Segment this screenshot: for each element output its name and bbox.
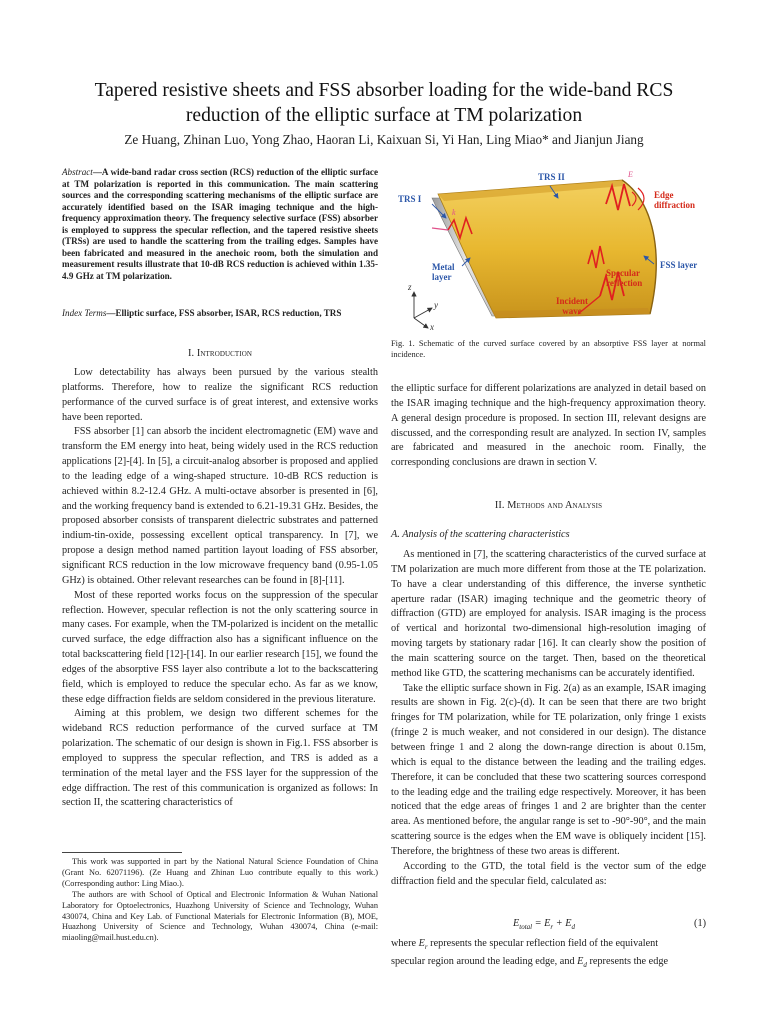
label-incident-wave (556, 296, 588, 316)
label-fss-layer: FSS layer (660, 260, 698, 270)
footnote-rule (62, 852, 182, 853)
eq-plus: + E (553, 918, 572, 929)
section-numeral: II. (494, 500, 505, 511)
paragraph: FSS absorber [1] can absorb the incident electromagnetic (EM) wave and transform the EM energy into heat, being widely used in the RCS reduction applications [2]-[4]. In [5], a circuit-analog absorber is proposed and applied to the leading edge of a wing-shaped structure. 10-dB RCS reduction is achieved within 8.2-12.4 GHz. A multi-octave absorber is presented in [6], and the working frequency band is extended to 6.21-19.31 GHz. Besides, the proposed absorber consists of transparent dielectric substrates and patterned indium-tin-oxide, possessing excellent optical transparency. In [7], we propose a design method named partition layout loading of FSS absorber, significant RCS reduction in the low microwave frequency band (0.95-1.05 GHz) is obtained. Other relevant researches can be found in [8]-[11]. (62, 426, 378, 586)
paper-title (40, 78, 728, 128)
label-metal-line1: Metal (432, 262, 455, 272)
label-spec-line1: Specular (606, 268, 641, 278)
trailing-edge-wave-line (432, 228, 448, 230)
figure-1 (392, 168, 710, 334)
equation-number: (1) (694, 918, 706, 929)
section-numeral: I. (187, 348, 195, 359)
paragraph: Take the elliptic surface shown in Fig. 2(a) as an example, ISAR imaging results are shown in Fig. 2(c)-(d). It can be seen that there are two bright fringes for TM polarization, while for TE polarization, only fringe 1 exists (fringe 2 is much weaker, and not considered in our design). The distance between fringe 1 and 2 along the down-range direction is about 0.15m, which is equal to the distance between the leading and the trailing edges. Therefore, it can be concluded that these two scattering sources correspond to the leading edge and the trailing edge respectively. Moreover, it has been noticed that the edge areas of fringes 1 and 2 are brighter than the center area. As mentioned before, the angular range is set to -90°-90°, and the main scattering source is the edges when the EM wave is obliquely incident [15]. Therefore, the brightness of these two areas is different. (391, 682, 706, 857)
axis-label-x: x (430, 322, 434, 332)
introduction-body (62, 366, 378, 811)
eq-lhs-sub: total (519, 923, 533, 932)
after-equation-text (391, 937, 706, 973)
paragraph: According to the GTD, the total field is the vector sum of the edge diffraction field and the specular field, calculated as: (391, 860, 706, 887)
eq-mid: = E (532, 918, 551, 929)
label-e-vector: E (628, 170, 633, 179)
paragraph: Low detectability has always been pursued by the various stealth platforms. Therefore, how to realize the significant RCS reduction performance of the curved surface is of great interest, and extensive works have been reported. (62, 367, 378, 423)
text-span: represents the specular reflection field of the equivalent (427, 938, 659, 949)
label-edge-diffraction (654, 190, 695, 210)
footnote-funding: This work was supported in part by the National Natural Science Foundation of China (Grant No. 62071196). (Ze Huang and Zhinan Luo contribute equally to this work.) (Corresponding author: Ling Miao.). (62, 857, 378, 888)
abstract-text: —A wide-band radar cross section (RCS) reduction of the elliptic surface at TM polarization is reported in this communication. The main scattering sources and the corresponding scattering mechanisms of the elliptic surface are accurately identified based on the ISAR imaging technique and the high-frequency approximation theory. The frequency selective surface (FSS) absorber is employed to suppress the specular reflection, and the tapered resistive sheets (TRSs) are used to handle the scattering from the trailing edges. Samples have been fabricated and measured in the anechoic room, both the simulation and measurement results illustrate that 10-dB RCS reduction is achieved within 1.35-4.9 GHz at TM polarization. (62, 167, 378, 281)
axis-label-z: z (408, 282, 412, 292)
section-title: Introduction (196, 348, 253, 359)
paper-title-line-2: reduction of the elliptic surface at TM polarization (185, 105, 583, 126)
paragraph: Aiming at this problem, we design two different schemes for the wideband RCS reduction performance of the curved surface at TM polarization. The schematic of our design is shown in Fig.1. FSS absorber is employed to suppress the specular reflection, and TRS is added as a termination of the metal layer and the FSS layer for the suppression of the edge diffraction. The rest of this communication is organized as follows: In section II, the scattering characteristics of (62, 708, 378, 809)
fss-layer-shape (438, 180, 656, 318)
y-axis (414, 308, 432, 318)
label-edge-line2: diffraction (654, 200, 695, 210)
eq-d-sub: d (571, 923, 575, 932)
label-edge-line1: Edge (654, 190, 674, 200)
label-metal-layer (432, 262, 455, 282)
equation-body (513, 918, 575, 931)
text-span: d (583, 960, 587, 969)
eq-r-sub: r (550, 923, 554, 932)
label-specular-reflection (606, 268, 642, 288)
index-terms-text: —Elliptic surface, FSS absorber, ISAR, RCS reduction, TRS (106, 308, 342, 318)
text-span: specular region around the leading edge, and (391, 955, 578, 967)
label-metal-line2: layer (432, 272, 452, 282)
label-k-vector: k (452, 208, 456, 217)
footnotes (62, 857, 378, 944)
section-heading-methods (391, 500, 706, 511)
eq-lhs: E (513, 918, 520, 929)
label-spec-line2: reflection (606, 278, 643, 288)
figure-1-caption: Fig. 1. Schematic of the curved surface covered by an absorptive FSS layer at normal incidence. (391, 339, 706, 360)
index-terms (62, 308, 378, 320)
after-eq-line-1 (391, 937, 706, 955)
label-trs1: TRS I (398, 194, 422, 204)
subsection-heading-a: A. Analysis of the scattering characteristics (391, 529, 570, 540)
label-inc-line1: Incident (556, 296, 589, 306)
label-trs2: TRS II (538, 172, 565, 182)
paragraph: As mentioned in [7], the scattering characteristics of the curved surface at TM polarization are much more different from those at the TE polarization. To have a clear understanding of this difference, the inverse synthetic aperture radar (ISAR) imaging technique and the geometric theory of diffraction (GTD) are employed for analysis. ISAR imaging is the process of vertical and horizontal two-dimensional high-resolution imaging of moving targets by stationary radar [16]. It can clearly show the position of the main scattering source on the target. Then, based on the theoretical method like GTD, the scattering mechanisms can be accurately identified. (391, 549, 706, 679)
text-span: r (424, 943, 428, 952)
text-span: E (577, 955, 584, 967)
label-inc-line2: wave (562, 306, 582, 316)
right-column-intro-continued (391, 382, 706, 471)
abstract (62, 167, 378, 282)
text-span: where (391, 938, 419, 949)
paragraph: Most of these reported works focus on the suppression of the specular reflection. However, specular reflection is not the only scattering source in many cases. For example, when the TM-polarized is incident on the metallic curved surface, the edge diffraction also has a significant influence on the total backscattering field [12]-[14]. In our earlier research [15], we found the edges of the absorptive FSS layer also contribute a lot to the backscattering field, which is employed to reduce the specular echo. As far as we know, these edge diffraction fields are seldom considered in the previous literature. (62, 589, 378, 705)
paper-title-line-1: Tapered resistive sheets and FSS absorber loading for the wide-band RCS (94, 80, 674, 101)
paragraph: the elliptic surface for different polarizations are analyzed in detail based on the ISAR imaging technique and the high-frequency approximation theory. A general design procedure is proposed. In section III, relevant designs are discussed, and the corresponding result are analyzed. In section IV, samples are fabricated and measured in the anechoic room. Finally, the corresponding conclusions are drawn in section V. (391, 383, 706, 469)
text-span: represents the edge (586, 955, 669, 967)
footnote-affiliation: The authors are with School of Optical and Electronic Information & Wuhan National Laboratory for Optoelectronics, Huazhong University of Science and Technology, Wuhan 430074, China and Key Lab. of Functional Materials for Electronic Information (B), MOE, Huazhong University of Science and Technology, Wuhan 430074, China (e-mail: miaoling@mail.hust.edu.cn). (62, 889, 378, 943)
author-list: Ze Huang, Zhinan Luo, Yong Zhao, Haoran Li, Kaixuan Si, Yi Han, Ling Miao* and Jianjun Jiang (124, 132, 644, 147)
abstract-lead: Abstract (62, 167, 93, 177)
section2-body (391, 548, 706, 889)
text-span: E (418, 938, 425, 949)
section-title: Methods and Analysis (507, 500, 603, 511)
axis-label-y: y (434, 300, 438, 310)
x-axis (414, 318, 428, 328)
index-terms-lead: Index Terms (62, 308, 107, 318)
after-eq-line-2 (391, 955, 706, 973)
equation-1 (391, 918, 706, 934)
section-heading-introduction (62, 348, 378, 359)
